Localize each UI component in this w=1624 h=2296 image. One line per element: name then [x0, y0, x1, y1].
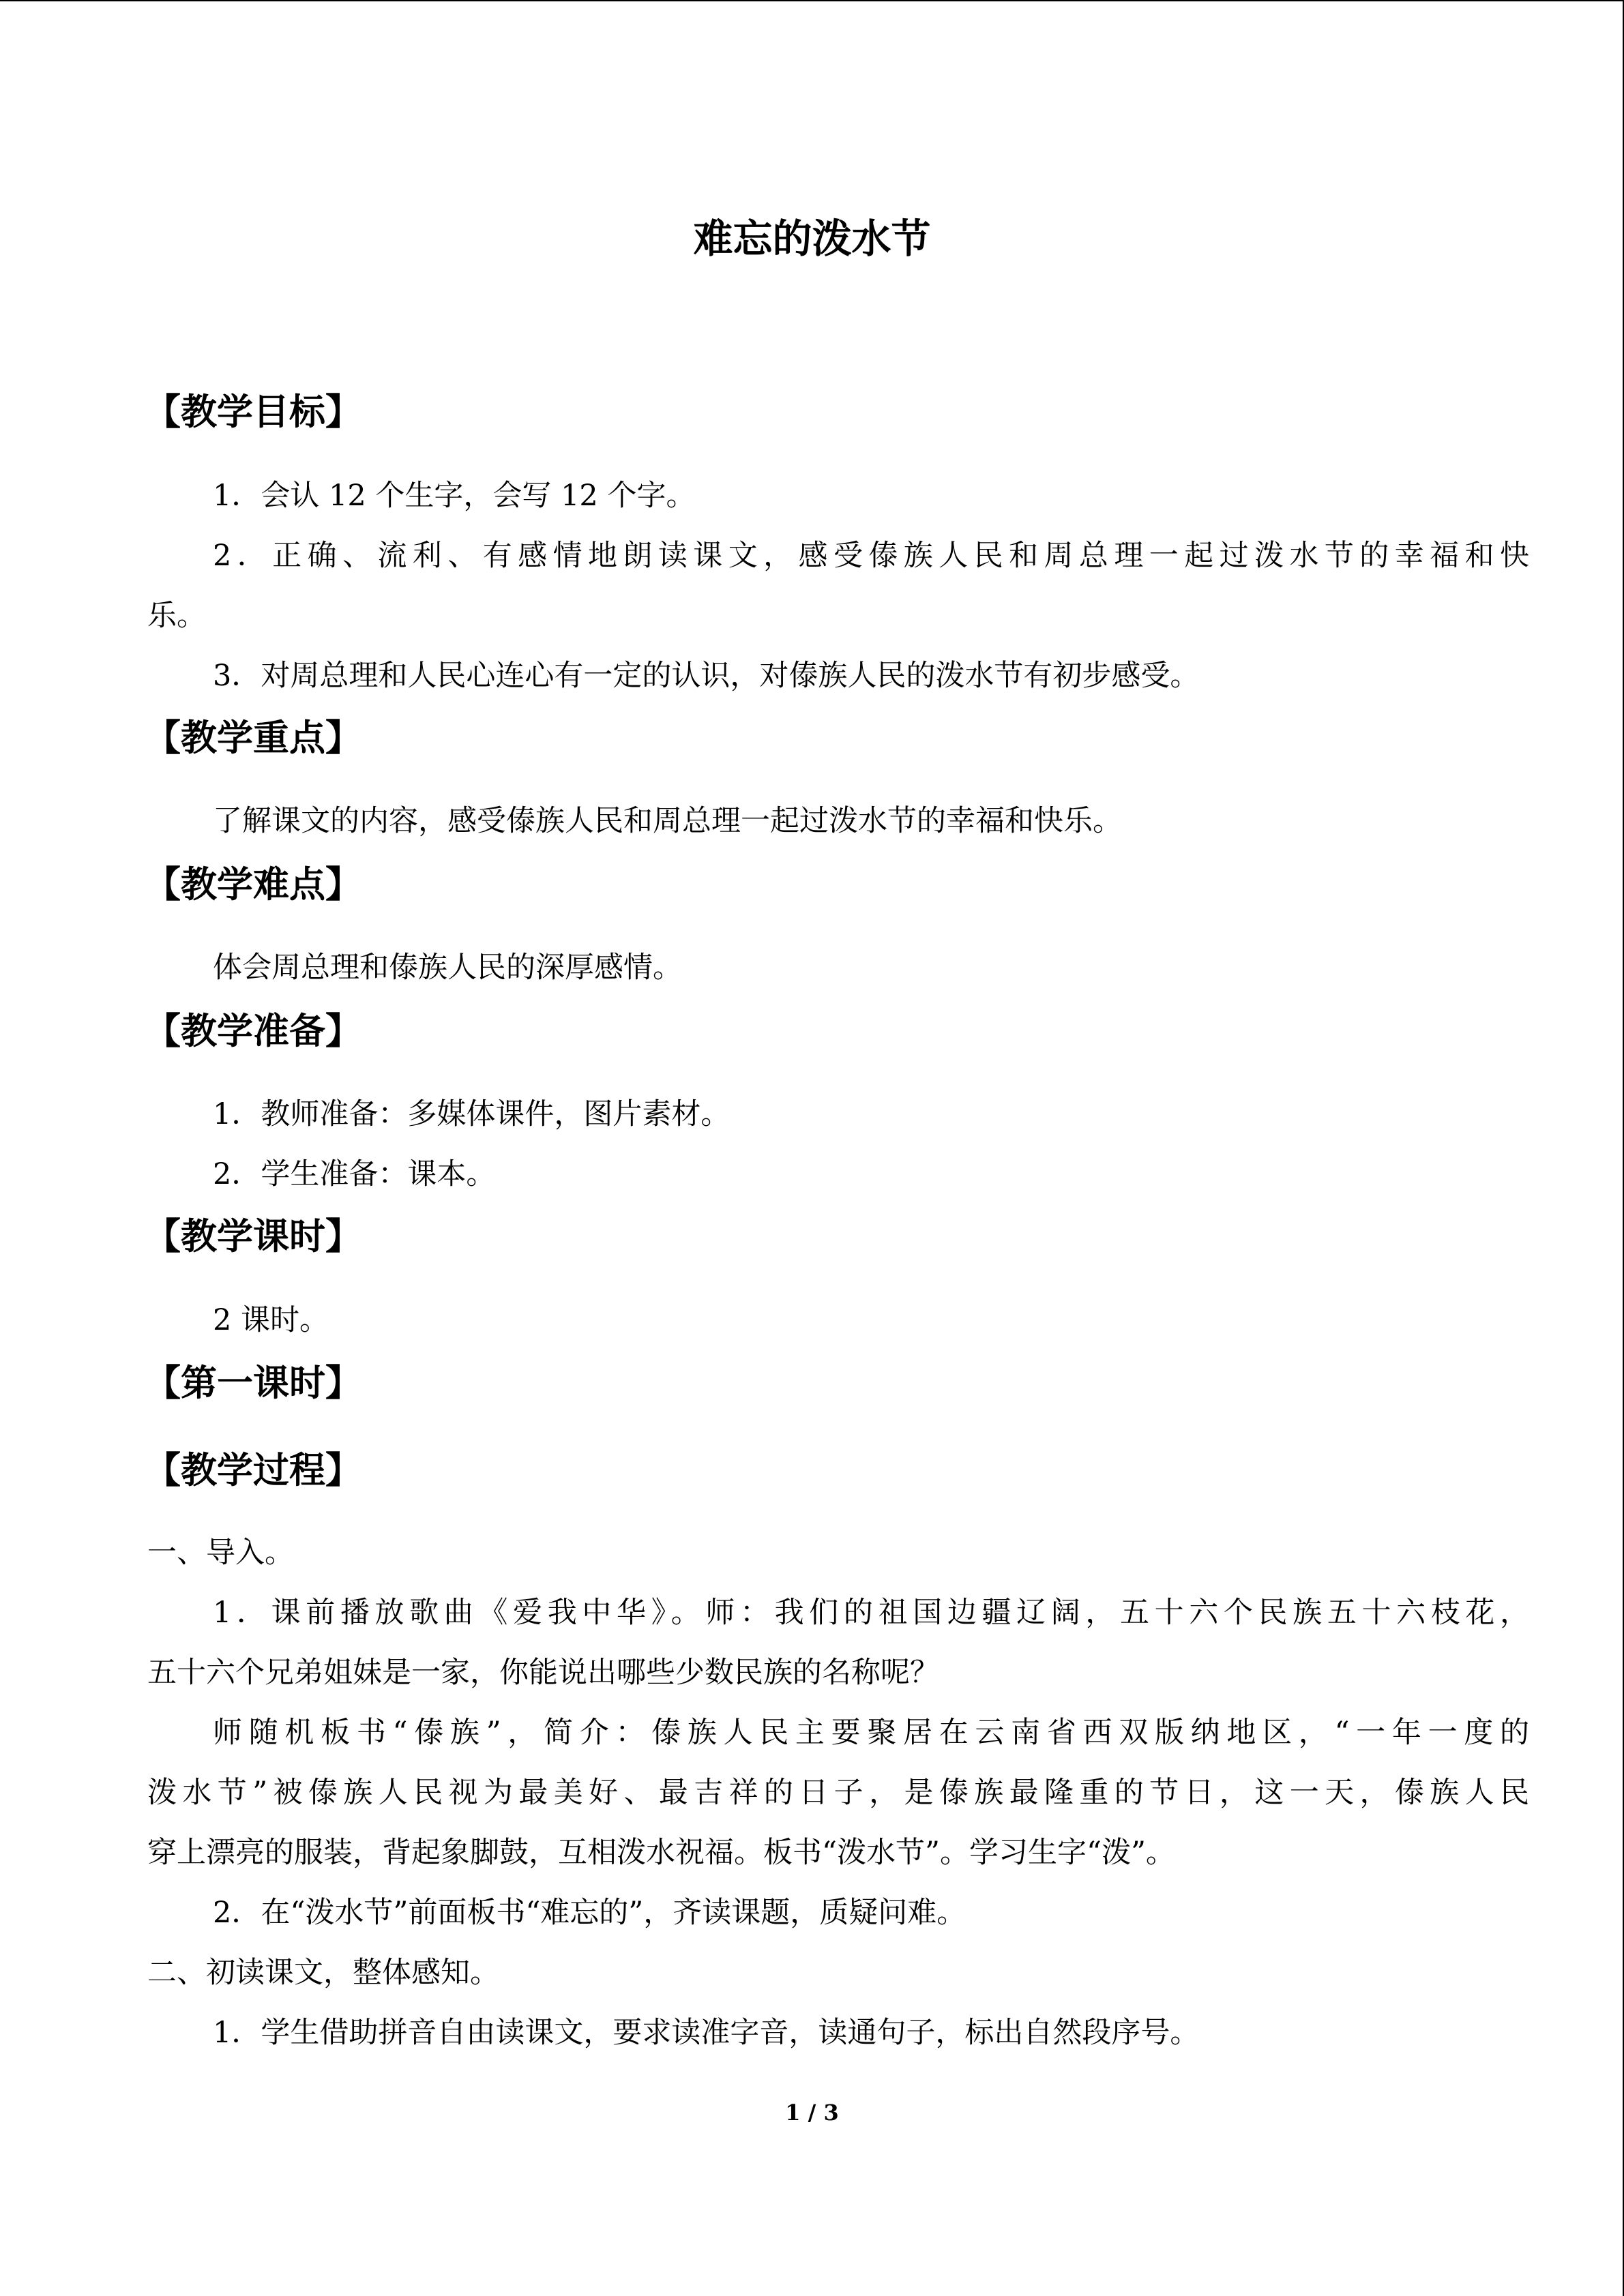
objective-item-1: 1．会认 12 个生字，会写 12 个字。	[213, 479, 696, 513]
preparation-item-1: 1．教师准备：多媒体课件，图片素材。	[213, 1097, 730, 1131]
process-p4: 1．学生借助拼音自由读课文，要求读准字音，读通句子，标出自然段序号。	[213, 2016, 1200, 2050]
heading-objectives: 【教学目标】	[145, 391, 361, 433]
objective-item-2-line-1: 2．正确、流利、有感情地朗读课文，感受傣族人民和周总理一起过泼水节的幸福和快	[213, 539, 1529, 573]
difficulties-text: 体会周总理和傣族人民的深厚感情。	[213, 951, 682, 985]
process-part-2-title: 二、初读课文，整体感知。	[147, 1956, 499, 1990]
process-p2-line-3: 穿上漂亮的服装，背起象脚鼓，互相泼水祝福。板书“泼水节”。学习生字“泼”。	[147, 1836, 1175, 1870]
heading-process: 【教学过程】	[145, 1450, 361, 1491]
objective-item-3: 3．对周总理和人民心连心有一定的认识，对傣族人民的泼水节有初步感受。	[213, 659, 1200, 693]
process-p2-line-1: 师随机板书“傣族”，简介：傣族人民主要聚居在云南省西双版纳地区，“一年一度的	[213, 1716, 1529, 1750]
class-hours-text: 2 课时。	[213, 1303, 329, 1337]
preparation-item-2: 2．学生准备：课本。	[213, 1157, 496, 1191]
process-p2-line-2: 泼水节”被傣族人民视为最美好、最吉祥的日子，是傣族最隆重的节日，这一天，傣族人民	[147, 1776, 1529, 1810]
document-title: 难忘的泼水节	[693, 215, 931, 262]
key-points-text: 了解课文的内容，感受傣族人民和周总理一起过泼水节的幸福和快乐。	[213, 804, 1122, 838]
process-p3: 2．在“泼水节”前面板书“难忘的”，齐读课题，质疑问难。	[213, 1896, 966, 1930]
page-number: 1 / 3	[785, 2100, 839, 2126]
process-p1-line-2: 五十六个兄弟姐妹是一家，你能说出哪些少数民族的名称呢？	[147, 1656, 939, 1690]
heading-difficulties: 【教学难点】	[145, 864, 361, 906]
process-part-1-title: 一、导入。	[147, 1536, 294, 1570]
heading-preparation: 【教学准备】	[145, 1011, 361, 1052]
process-p1-line-1: 1．课前播放歌曲《爱我中华》。师：我们的祖国边疆辽阔，五十六个民族五十六枝花，	[213, 1596, 1529, 1630]
objective-item-2-line-2: 乐。	[147, 599, 206, 633]
heading-class-hours: 【教学课时】	[145, 1216, 361, 1257]
heading-key-points: 【教学重点】	[145, 717, 361, 759]
heading-first-lesson: 【第一课时】	[145, 1362, 361, 1404]
